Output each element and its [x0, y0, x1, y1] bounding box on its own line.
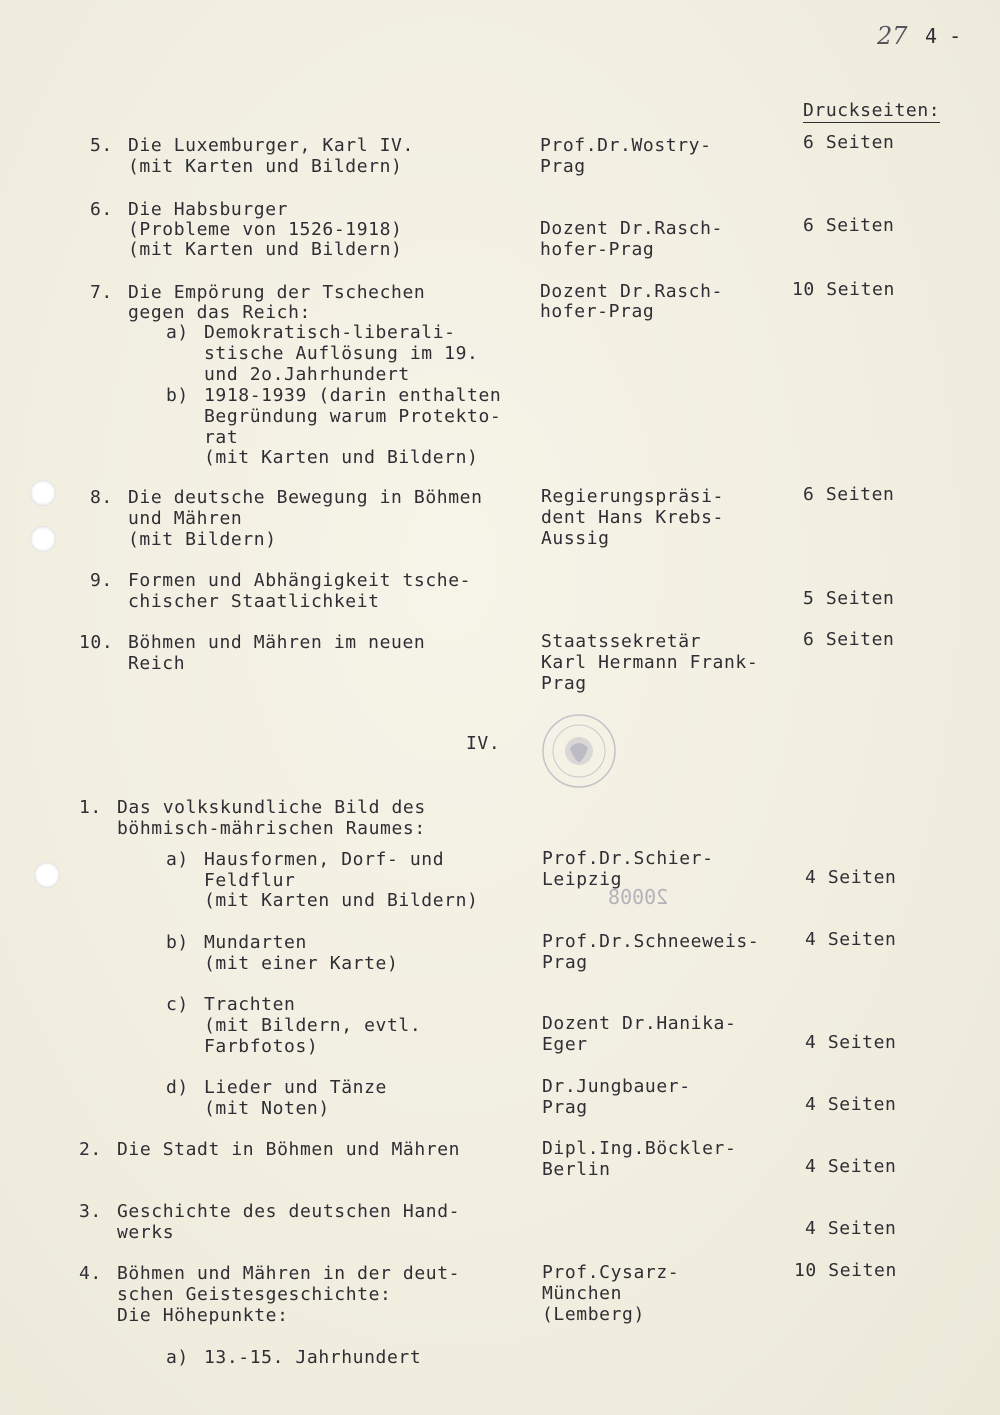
item-title-line: Die Empörung der Tschechen — [128, 282, 426, 303]
item-title-line: gegen das Reich: — [128, 302, 311, 323]
item-number: 10. — [79, 632, 114, 653]
item-number: 8. — [90, 487, 113, 508]
item-title-line: Formen und Abhängigkeit tsche- — [128, 570, 472, 591]
item-number: 4. — [79, 1263, 102, 1284]
item-author-line: hofer-Prag — [540, 301, 655, 322]
item-author-line: Prag — [541, 673, 587, 694]
item-author-line: Dozent Dr.Hanika- — [542, 1013, 737, 1034]
item-author-line: Prag — [540, 156, 586, 177]
item-pages: 6 Seiten — [803, 215, 895, 236]
item-author-line: Prag — [542, 952, 588, 973]
punch-hole-icon — [30, 480, 56, 506]
item-author-line: München — [542, 1283, 623, 1304]
item-author-line: dent Hans Krebs- — [541, 507, 724, 528]
item-pages: 6 Seiten — [803, 629, 895, 650]
punch-hole-icon — [30, 526, 56, 552]
item-pages: 5 Seiten — [803, 588, 895, 609]
item-author-line: Prag — [542, 1097, 588, 1118]
column-header-druckseiten: Druckseiten: — [803, 100, 941, 121]
section-heading: IV. — [466, 733, 501, 754]
item-title-line: (Probleme von 1526-1918) — [128, 219, 403, 240]
item-pages: 4 Seiten — [805, 867, 897, 888]
item-author-line: Prof.Cysarz- — [542, 1262, 680, 1283]
item-number: 6. — [90, 199, 113, 220]
sub-line: und 2o.Jahrhundert — [204, 364, 410, 385]
sub-line: Demokratisch-liberali- — [204, 322, 456, 343]
sub-line: Trachten — [204, 994, 296, 1015]
sub-line: Farbfotos) — [204, 1036, 319, 1057]
item-author-line: Karl Hermann Frank- — [541, 652, 759, 673]
item-title-line: böhmisch-mährischen Raumes: — [117, 818, 426, 839]
item-author-line: Leipzig — [542, 869, 623, 890]
item-author-line: Dipl.Ing.Böckler- — [542, 1138, 737, 1159]
item-author-line: Prof.Dr.Schier- — [542, 848, 714, 869]
sub-line: (mit Karten und Bildern) — [204, 447, 479, 468]
item-pages: 10 Seiten — [794, 1260, 897, 1281]
item-number: 3. — [79, 1201, 102, 1222]
item-title-line: (mit Karten und Bildern) — [128, 156, 403, 177]
item-pages: 4 Seiten — [805, 1032, 897, 1053]
sub-line: Hausformen, Dorf- und — [204, 849, 445, 870]
sub-line: Mundarten — [204, 932, 307, 953]
item-title-line: werks — [117, 1222, 175, 1243]
item-title-line: Die deutsche Bewegung in Böhmen — [128, 487, 483, 508]
sub-line: (mit einer Karte) — [204, 953, 399, 974]
item-title-line: Böhmen und Mähren im neuen — [128, 632, 426, 653]
item-author-line: Regierungspräsi- — [541, 486, 724, 507]
sub-line: Feldflur — [204, 870, 296, 891]
sub-line: (mit Bildern, evtl. — [204, 1015, 422, 1036]
sub-line: Begründung warum Protekto- — [204, 406, 502, 427]
item-author-line: hofer-Prag — [540, 239, 655, 260]
sub-label: b) — [166, 385, 189, 406]
sub-label: a) — [166, 849, 189, 870]
item-title-line: Geschichte des deutschen Hand- — [117, 1201, 461, 1222]
sub-line: rat — [204, 427, 239, 448]
item-title-line: schen Geistesgeschichte: — [117, 1284, 392, 1305]
item-number: 2. — [79, 1139, 102, 1160]
item-author-line: Berlin — [542, 1159, 611, 1180]
sub-line: 13.-15. Jahrhundert — [204, 1347, 422, 1368]
sub-line: stische Auflösung im 19. — [204, 343, 479, 364]
item-title-line: chischer Staatlichkeit — [128, 591, 380, 612]
sub-label: a) — [166, 322, 189, 343]
official-seal-stamp-icon — [540, 712, 618, 790]
item-pages: 6 Seiten — [803, 132, 895, 153]
sub-label: c) — [166, 994, 189, 1015]
item-author-line: Dr.Jungbauer- — [542, 1076, 691, 1097]
handwritten-page-number: 27 — [877, 22, 908, 50]
item-title-line: Böhmen und Mähren in der deut- — [117, 1263, 461, 1284]
item-author-line: Dozent Dr.Rasch- — [540, 281, 723, 302]
sub-line: (mit Karten und Bildern) — [204, 890, 479, 911]
item-pages: 6 Seiten — [803, 484, 895, 505]
sub-line: 1918-1939 (darin enthalten — [204, 385, 502, 406]
item-pages: 4 Seiten — [805, 1094, 897, 1115]
item-number: 1. — [79, 797, 102, 818]
item-title-line: (mit Karten und Bildern) — [128, 239, 403, 260]
item-number: 5. — [90, 135, 113, 156]
item-author-line: (Lemberg) — [542, 1304, 645, 1325]
punch-hole-icon — [34, 862, 60, 888]
sub-label: a) — [166, 1347, 189, 1368]
item-number: 7. — [90, 282, 113, 303]
item-pages: 4 Seiten — [805, 1218, 897, 1239]
item-title-line: (mit Bildern) — [128, 529, 277, 550]
sub-line: (mit Noten) — [204, 1098, 330, 1119]
item-author-line: Prof.Dr.Schneeweis- — [542, 931, 760, 952]
item-title-line: Das volkskundliche Bild des — [117, 797, 426, 818]
item-title-line: Die Luxemburger, Karl IV. — [128, 135, 414, 156]
item-author-line: Dozent Dr.Rasch- — [540, 218, 723, 239]
item-title-line: Die Stadt in Böhmen und Mähren — [117, 1139, 461, 1160]
item-title-line: Die Höhepunkte: — [117, 1305, 289, 1326]
faint-stamp-number: 20008 — [608, 885, 669, 909]
item-title-line: und Mähren — [128, 508, 243, 529]
item-pages: 4 Seiten — [805, 929, 897, 950]
item-author-line: Staatssekretär — [541, 631, 702, 652]
item-author-line: Eger — [542, 1034, 588, 1055]
item-title-line: Reich — [128, 653, 186, 674]
item-number: 9. — [90, 570, 113, 591]
item-title-line: Die Habsburger — [128, 199, 289, 220]
sub-line: Lieder und Tänze — [204, 1077, 387, 1098]
sub-label: b) — [166, 932, 189, 953]
typed-page-number: 4 - — [925, 24, 962, 48]
sub-label: d) — [166, 1077, 189, 1098]
item-author-line: Aussig — [541, 528, 610, 549]
item-author-line: Prof.Dr.Wostry- — [540, 135, 712, 156]
item-pages: 10 Seiten — [792, 279, 895, 300]
item-pages: 4 Seiten — [805, 1156, 897, 1177]
